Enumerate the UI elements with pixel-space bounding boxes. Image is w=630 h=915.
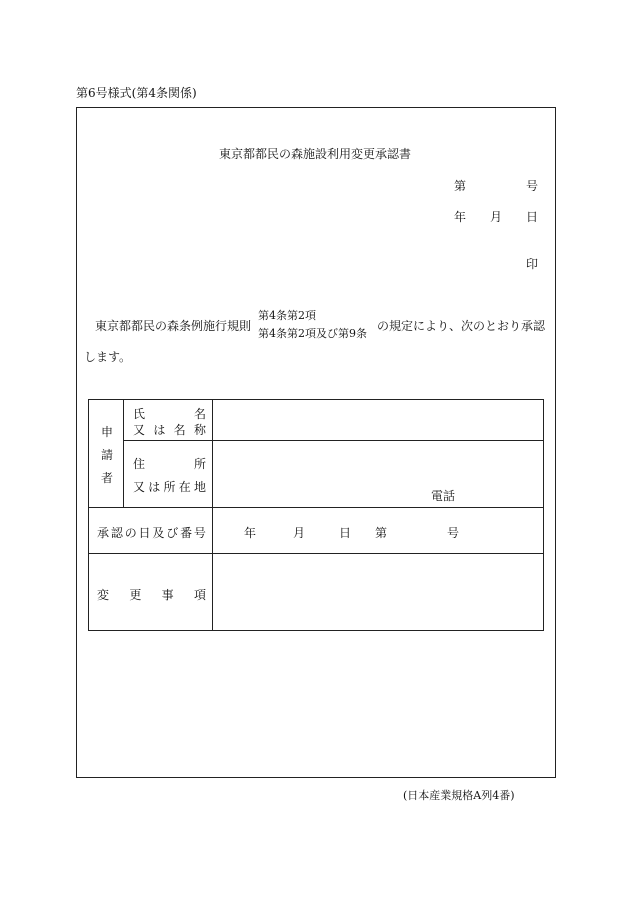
name-label-line2	[133, 421, 206, 438]
approval-label-char: び	[166, 526, 179, 540]
date-month: 月	[490, 210, 503, 224]
number-suffix: 号	[526, 179, 539, 193]
address-label-char: 所	[163, 480, 176, 494]
article-option-1: 第4条第2項	[258, 309, 316, 322]
approval-number-suffix: 号	[447, 526, 460, 540]
name-field[interactable]	[213, 400, 543, 440]
divider-approval-top	[89, 507, 543, 508]
change-label-char: 項	[193, 588, 206, 602]
approval-label	[97, 524, 206, 541]
address-label-char: 又	[133, 480, 146, 494]
name-label-char: 名	[193, 407, 206, 421]
address-label-line2	[133, 478, 206, 495]
approval-label-char: 日	[138, 526, 151, 540]
name-label-char: は	[153, 423, 166, 437]
address-label-char: 在	[178, 480, 191, 494]
address-label-char: 地	[193, 480, 206, 494]
divider-applicant	[123, 400, 124, 507]
regulation-name: 東京都都民の森条例施行規則	[95, 319, 252, 333]
document-title: 東京都都民の森施設利用変更承認書	[218, 147, 411, 161]
applicant-char: 者	[101, 471, 114, 485]
change-label-char: 変	[97, 588, 110, 602]
approval-year: 年	[244, 526, 257, 540]
applicant-char: 申	[101, 425, 114, 439]
approval-month: 月	[293, 526, 306, 540]
address-label-char: は	[148, 480, 161, 494]
form-code: 第6号様式(第4条関係)	[76, 86, 197, 100]
article-option-2: 第4条第2項及び第9条	[258, 327, 367, 340]
applicant-char: 請	[101, 448, 114, 462]
name-label-char: 称	[193, 423, 206, 437]
approval-label-char: 及	[152, 526, 165, 540]
body-ending: します。	[84, 350, 132, 364]
name-label-line1	[133, 405, 206, 422]
approval-label-char: 番	[180, 526, 193, 540]
address-label-line1	[133, 455, 206, 472]
address-label-char: 所	[193, 457, 206, 471]
seal-mark: 印	[526, 257, 539, 271]
name-label-char: 氏	[133, 407, 146, 421]
number-prefix: 第	[454, 179, 467, 193]
approval-label-char: 号	[193, 526, 206, 540]
approval-day: 日	[339, 526, 352, 540]
change-label-char: 更	[129, 588, 142, 602]
change-label-char: 事	[161, 588, 174, 602]
phone-label: 電話	[431, 489, 456, 503]
date-year: 年	[454, 210, 467, 224]
change-items-field[interactable]	[213, 554, 543, 630]
name-label-char: 又	[133, 423, 146, 437]
footer-note: (日本産業規格A列4番)	[403, 789, 515, 802]
approval-label-char: 認	[110, 526, 123, 540]
applicant-table	[88, 399, 544, 631]
change-label	[97, 586, 206, 603]
body-continuation: の規定により、次のとおり承認	[377, 319, 546, 333]
name-label-char: 名	[173, 423, 186, 437]
approval-number-prefix: 第	[375, 526, 388, 540]
approval-label-char: の	[124, 526, 137, 540]
approval-label-char: 承	[97, 526, 110, 540]
date-day: 日	[526, 210, 539, 224]
address-label-char: 住	[133, 457, 146, 471]
address-field[interactable]	[213, 441, 543, 507]
